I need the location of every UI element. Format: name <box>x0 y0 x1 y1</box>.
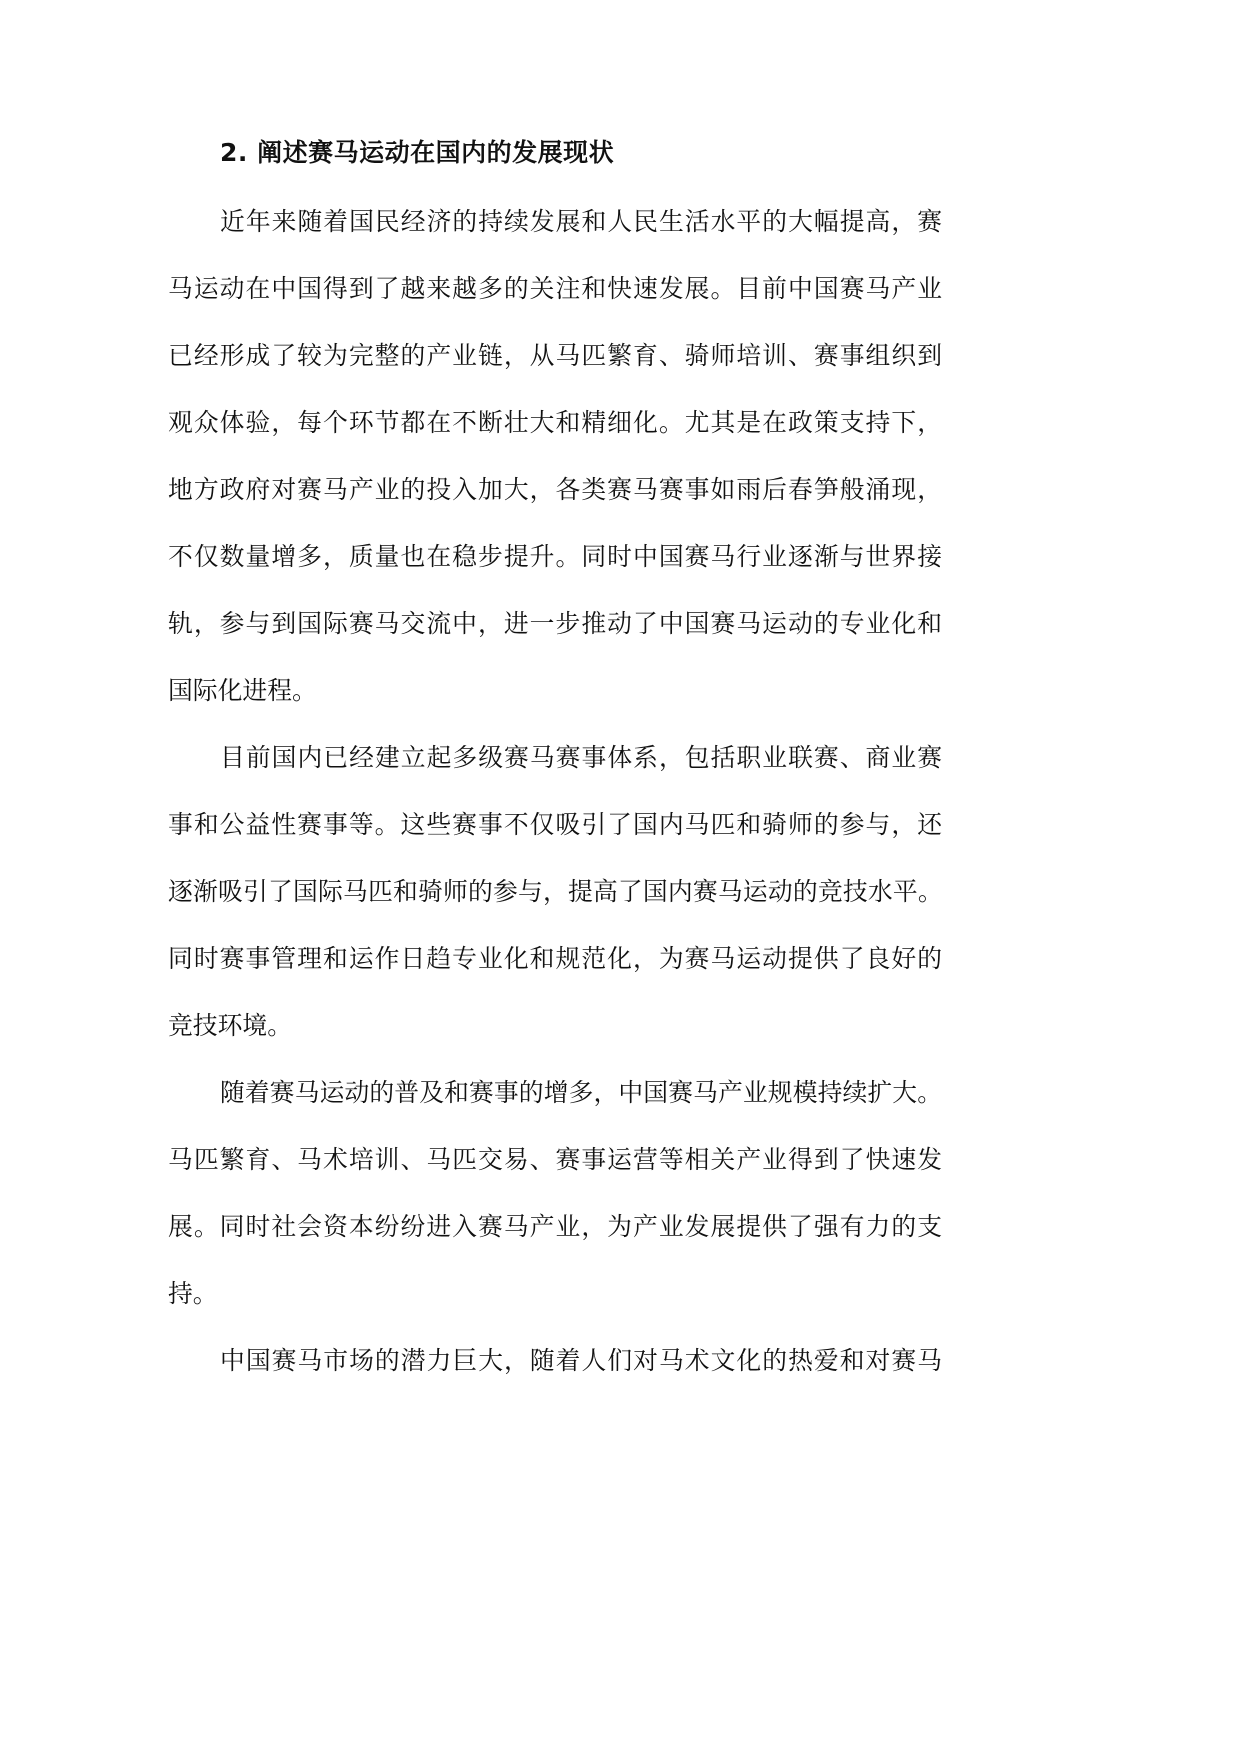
paragraph-line: 地方政府对赛马产业的投入加大，各类赛马赛事如雨后春笋般涌现， <box>168 475 942 504</box>
paragraph-line: 随着赛马运动的普及和赛事的增多，中国赛马产业规模持续扩大。 <box>220 1078 942 1107</box>
paragraph-line: 轨，参与到国际赛马交流中，进一步推动了中国赛马运动的专业化和 <box>168 609 942 638</box>
paragraph-line: 持。 <box>168 1279 218 1308</box>
paragraph-line: 观众体验，每个环节都在不断壮大和精细化。尤其是在政策支持下， <box>168 408 942 437</box>
paragraph-line: 国际化进程。 <box>168 676 317 705</box>
paragraph-line: 展。同时社会资本纷纷进入赛马产业，为产业发展提供了强有力的支 <box>168 1212 942 1241</box>
paragraph-line: 事和公益性赛事等。这些赛事不仅吸引了国内马匹和骑师的参与，还 <box>168 810 942 839</box>
paragraph-line: 不仅数量增多，质量也在稳步提升。同时中国赛马行业逐渐与世界接 <box>168 542 942 571</box>
section-heading: 2. 阐述赛马运动在国内的发展现状 <box>220 138 615 167</box>
paragraph-line: 马运动在中国得到了越来越多的关注和快速发展。目前中国赛马产业 <box>168 274 942 303</box>
paragraph-line: 近年来随着国民经济的持续发展和人民生活水平的大幅提高，赛 <box>220 207 942 236</box>
paragraph-line: 同时赛事管理和运作日趋专业化和规范化，为赛马运动提供了良好的 <box>168 944 942 973</box>
paragraph-line: 逐渐吸引了国际马匹和骑师的参与，提高了国内赛马运动的竞技水平。 <box>168 877 942 906</box>
paragraph-line: 竞技环境。 <box>168 1011 292 1040</box>
paragraph-line: 已经形成了较为完整的产业链，从马匹繁育、骑师培训、赛事组织到 <box>168 341 942 370</box>
paragraph-line: 马匹繁育、马术培训、马匹交易、赛事运营等相关产业得到了快速发 <box>168 1145 942 1174</box>
paragraph-line: 中国赛马市场的潜力巨大，随着人们对马术文化的热爱和对赛马 <box>220 1346 942 1375</box>
paragraph-line: 目前国内已经建立起多级赛马赛事体系，包括职业联赛、商业赛 <box>220 743 942 772</box>
